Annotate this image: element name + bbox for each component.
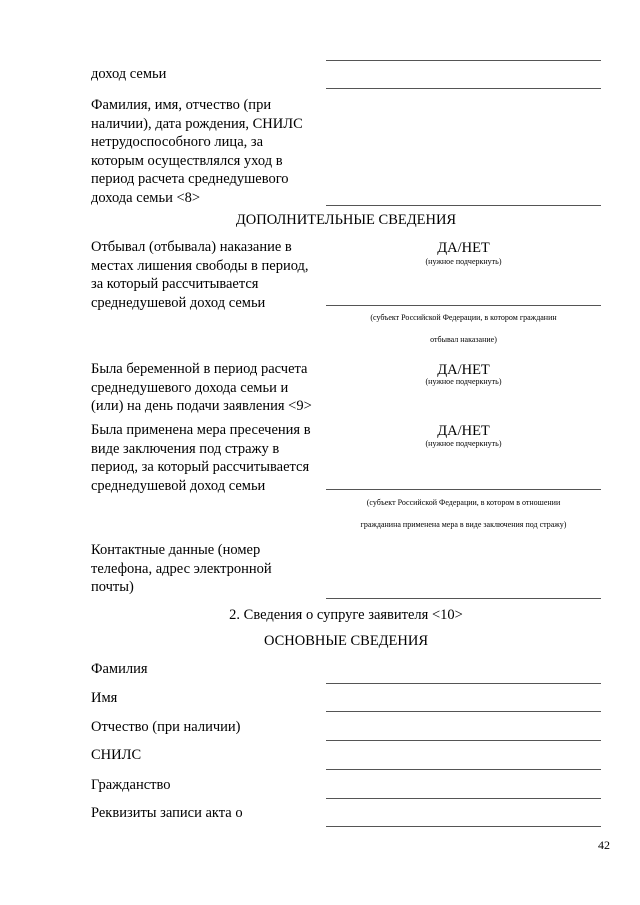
imprisoned-region-field[interactable] — [326, 305, 601, 306]
contacts-label: Контактные данные (номер телефона, адрес электронной почты) — [91, 542, 272, 595]
imprisoned-label: Отбывал (отбывала) наказание в местах лишения свободы в период, за который рассчитывается среднедушевой доход семьи — [91, 239, 309, 311]
surname-label: Фамилия — [91, 661, 148, 677]
custody-yes-no[interactable]: ДА/НЕТ — [437, 423, 490, 439]
imprisoned-hint: (нужное подчеркнуть) — [425, 257, 502, 266]
custody-hint: (нужное подчеркнуть) — [425, 439, 502, 448]
pregnant-hint: (нужное подчеркнуть) — [425, 377, 502, 386]
snils-field[interactable] — [326, 769, 601, 770]
custody-region-field[interactable] — [326, 489, 601, 490]
snils-label: СНИЛС — [91, 747, 142, 763]
disabled-person-field[interactable] — [326, 205, 601, 206]
name-label: Имя — [91, 690, 118, 706]
income-label: доход семьи — [91, 66, 167, 82]
custody-region-caption: (субъект Российской Федерации, в котором в отношении гражданина применена мера в виде заключения под стражу) — [360, 498, 567, 529]
basic-info-heading: ОСНОВНЫЕ СВЕДЕНИЯ — [263, 633, 429, 649]
record-field[interactable] — [326, 826, 601, 827]
name-field[interactable] — [326, 711, 601, 712]
patronymic-label: Отчество (при наличии) — [91, 719, 241, 735]
surname-field[interactable] — [326, 683, 601, 684]
pregnant-label: Была беременной в период расчета среднедушевого дохода семьи и (или) на день подачи заявления <9> — [91, 361, 312, 414]
page-number: 42 — [598, 838, 610, 852]
patronymic-field[interactable] — [326, 740, 601, 741]
imprisoned-yes-no[interactable]: ДА/НЕТ — [437, 240, 490, 256]
income-field[interactable] — [326, 88, 601, 89]
citizenship-label: Гражданство — [91, 777, 171, 793]
imprisoned-region-caption: (субъект Российской Федерации, в котором гражданин отбывал наказание) — [370, 313, 557, 344]
pregnant-yes-no[interactable]: ДА/НЕТ — [437, 362, 490, 378]
record-label: Реквизиты записи акта о — [91, 805, 243, 821]
additional-info-heading: ДОПОЛНИТЕЛЬНЫЕ СВЕДЕНИЯ — [235, 212, 457, 228]
line-above-income — [326, 60, 601, 61]
disabled-person-label: Фамилия, имя, отчество (при наличии), дата рождения, СНИЛС нетрудоспособного лица, за которым осуществлялся уход в период расчета среднедушевого дохода семьи <8> — [91, 97, 303, 206]
contacts-field[interactable] — [326, 598, 601, 599]
spouse-section-title: 2. Сведения о супруге заявителя <10> — [229, 607, 463, 623]
citizenship-field[interactable] — [326, 798, 601, 799]
custody-label: Была применена мера пресечения в виде заключения под стражу в период, за который рассчитывается среднедушевой доход семьи — [91, 422, 311, 494]
